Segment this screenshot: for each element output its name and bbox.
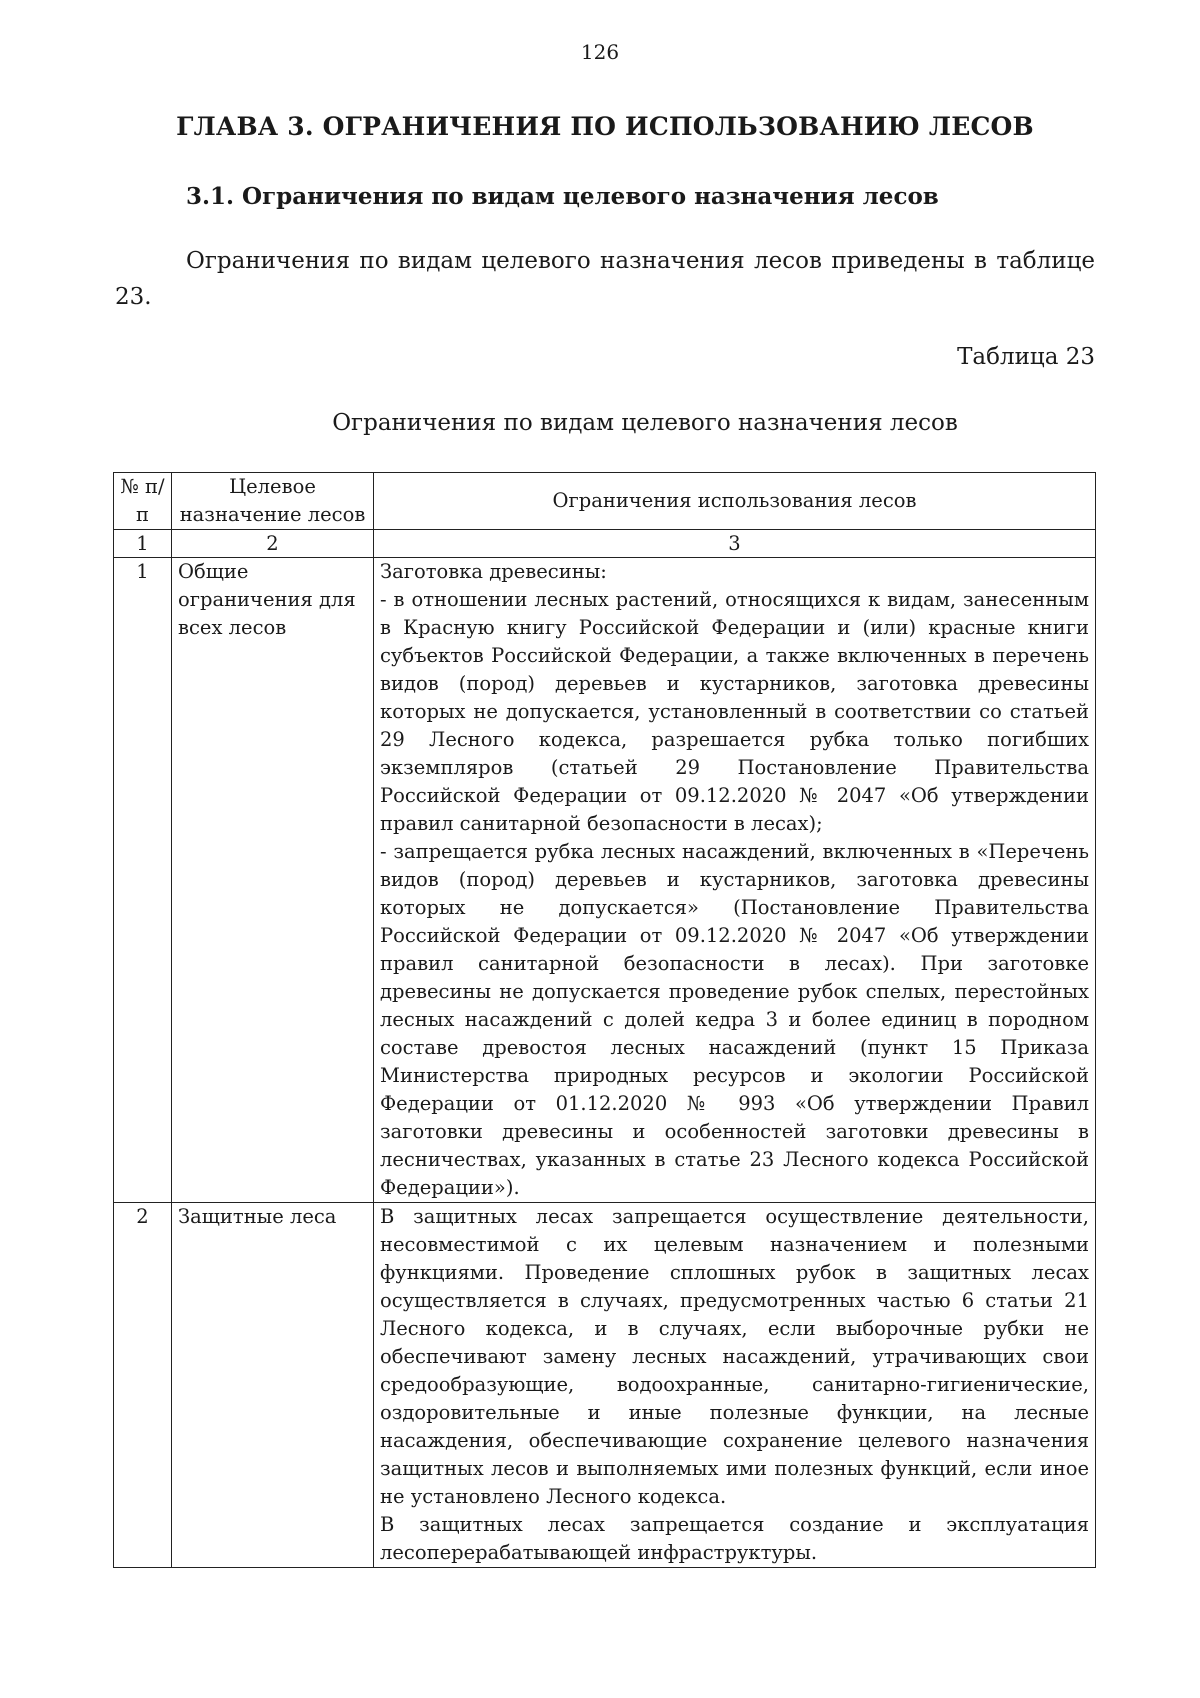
column-number: 2 xyxy=(172,530,374,558)
row-number: 2 xyxy=(114,1203,172,1568)
table-label: Таблица 23 xyxy=(957,344,1095,370)
column-number: 3 xyxy=(374,530,1096,558)
row-purpose: Защитные леса xyxy=(172,1203,374,1568)
column-number: 1 xyxy=(114,530,172,558)
header-num: № п/п xyxy=(114,473,172,530)
intro-paragraph: Ограничения по видам целевого назначения лесов приведены в таблице 23. xyxy=(115,248,1095,310)
page-number: 126 xyxy=(580,40,620,64)
table-row xyxy=(114,1203,1096,1568)
header-purpose: Целевое назначение лесов xyxy=(172,473,374,530)
chapter-title: ГЛАВА 3. ОГРАНИЧЕНИЯ ПО ИСПОЛЬЗОВАНИЮ ЛЕСОВ xyxy=(176,112,1034,141)
row-restrictions xyxy=(374,1203,1096,1568)
header-restrictions: Ограничения использования лесов xyxy=(374,473,1096,530)
table-header-row xyxy=(114,473,1096,530)
column-number-row xyxy=(114,530,1096,558)
row-number: 1 xyxy=(114,558,172,1203)
table-row xyxy=(114,558,1096,1203)
restriction-paragraph: В защитных лесах запрещается осуществление деятельности, несовместимой с их целевым назначением и полезными функциями. Проведение сплошных рубок в защитных лесах осуществляется в случаях, предусмотренных частью 6 статьи 21 Лесного кодекса, и в случаях, если выборочные рубки не обеспечивают замену лесных насаждений, утрачивающих свои средообразующие, водоохранные, санитарно-гигиенические, оздоровительные и иные полезные функции, на лесные насаждения, обеспечивающие сохранение целевого назначения защитных лесов и выполняемых ими полезных функций, если иное не установлено Лесного кодекса. xyxy=(380,1205,1089,1508)
restrictions-table xyxy=(113,472,1096,1568)
section-title: 3.1. Ограничения по видам целевого назначения лесов xyxy=(186,183,939,210)
row-restrictions xyxy=(374,558,1096,1203)
restriction-paragraph: - в отношении лесных растений, относящихся к видам, занесенным в Красную книгу Российской Федерации и (или) красные книги субъектов Российской Федерации, а также включенных в перечень видов (пород) деревьев и кустарников, заготовка древесины которых не допускается, установленный в соответствии со статьей 29 Лесного кодекса, разрешается рубка только погибших экземпляров (статьей 29 Постановление Правительства Российской Федерации от 09.12.2020 № 2047 «Об утверждении правил санитарной безопасности в лесах); xyxy=(380,588,1089,835)
restriction-paragraph: Заготовка древесины: xyxy=(380,560,607,583)
row-purpose: Общие ограничения для всех лесов xyxy=(172,558,374,1203)
table-caption: Ограничения по видам целевого назначения лесов xyxy=(332,410,958,436)
restriction-paragraph: В защитных лесах запрещается создание и эксплуатация лесоперерабатывающей инфраструктуры. xyxy=(380,1513,1089,1564)
restriction-paragraph: - запрещается рубка лесных насаждений, включенных в «Перечень видов (пород) деревьев и кустарников, заготовка древесины которых не допускается» (Постановление Правительства Российской Федерации от 09.12.2020 № 2047 «Об утверждении правил санитарной безопасности в лесах). При заготовке древесины не допускается проведение рубок спелых, перестойных лесных насаждений с долей кедра 3 и более единиц в породном составе древостоя лесных насаждений (пункт 15 Приказа Министерства природных ресурсов и экологии Российской Федерации от 01.12.2020 № 993 «Об утверждении Правил заготовки древесины и особенностей заготовки древесины в лесничествах, указанных в статье 23 Лесного кодекса Российской Федерации»). xyxy=(380,840,1089,1199)
